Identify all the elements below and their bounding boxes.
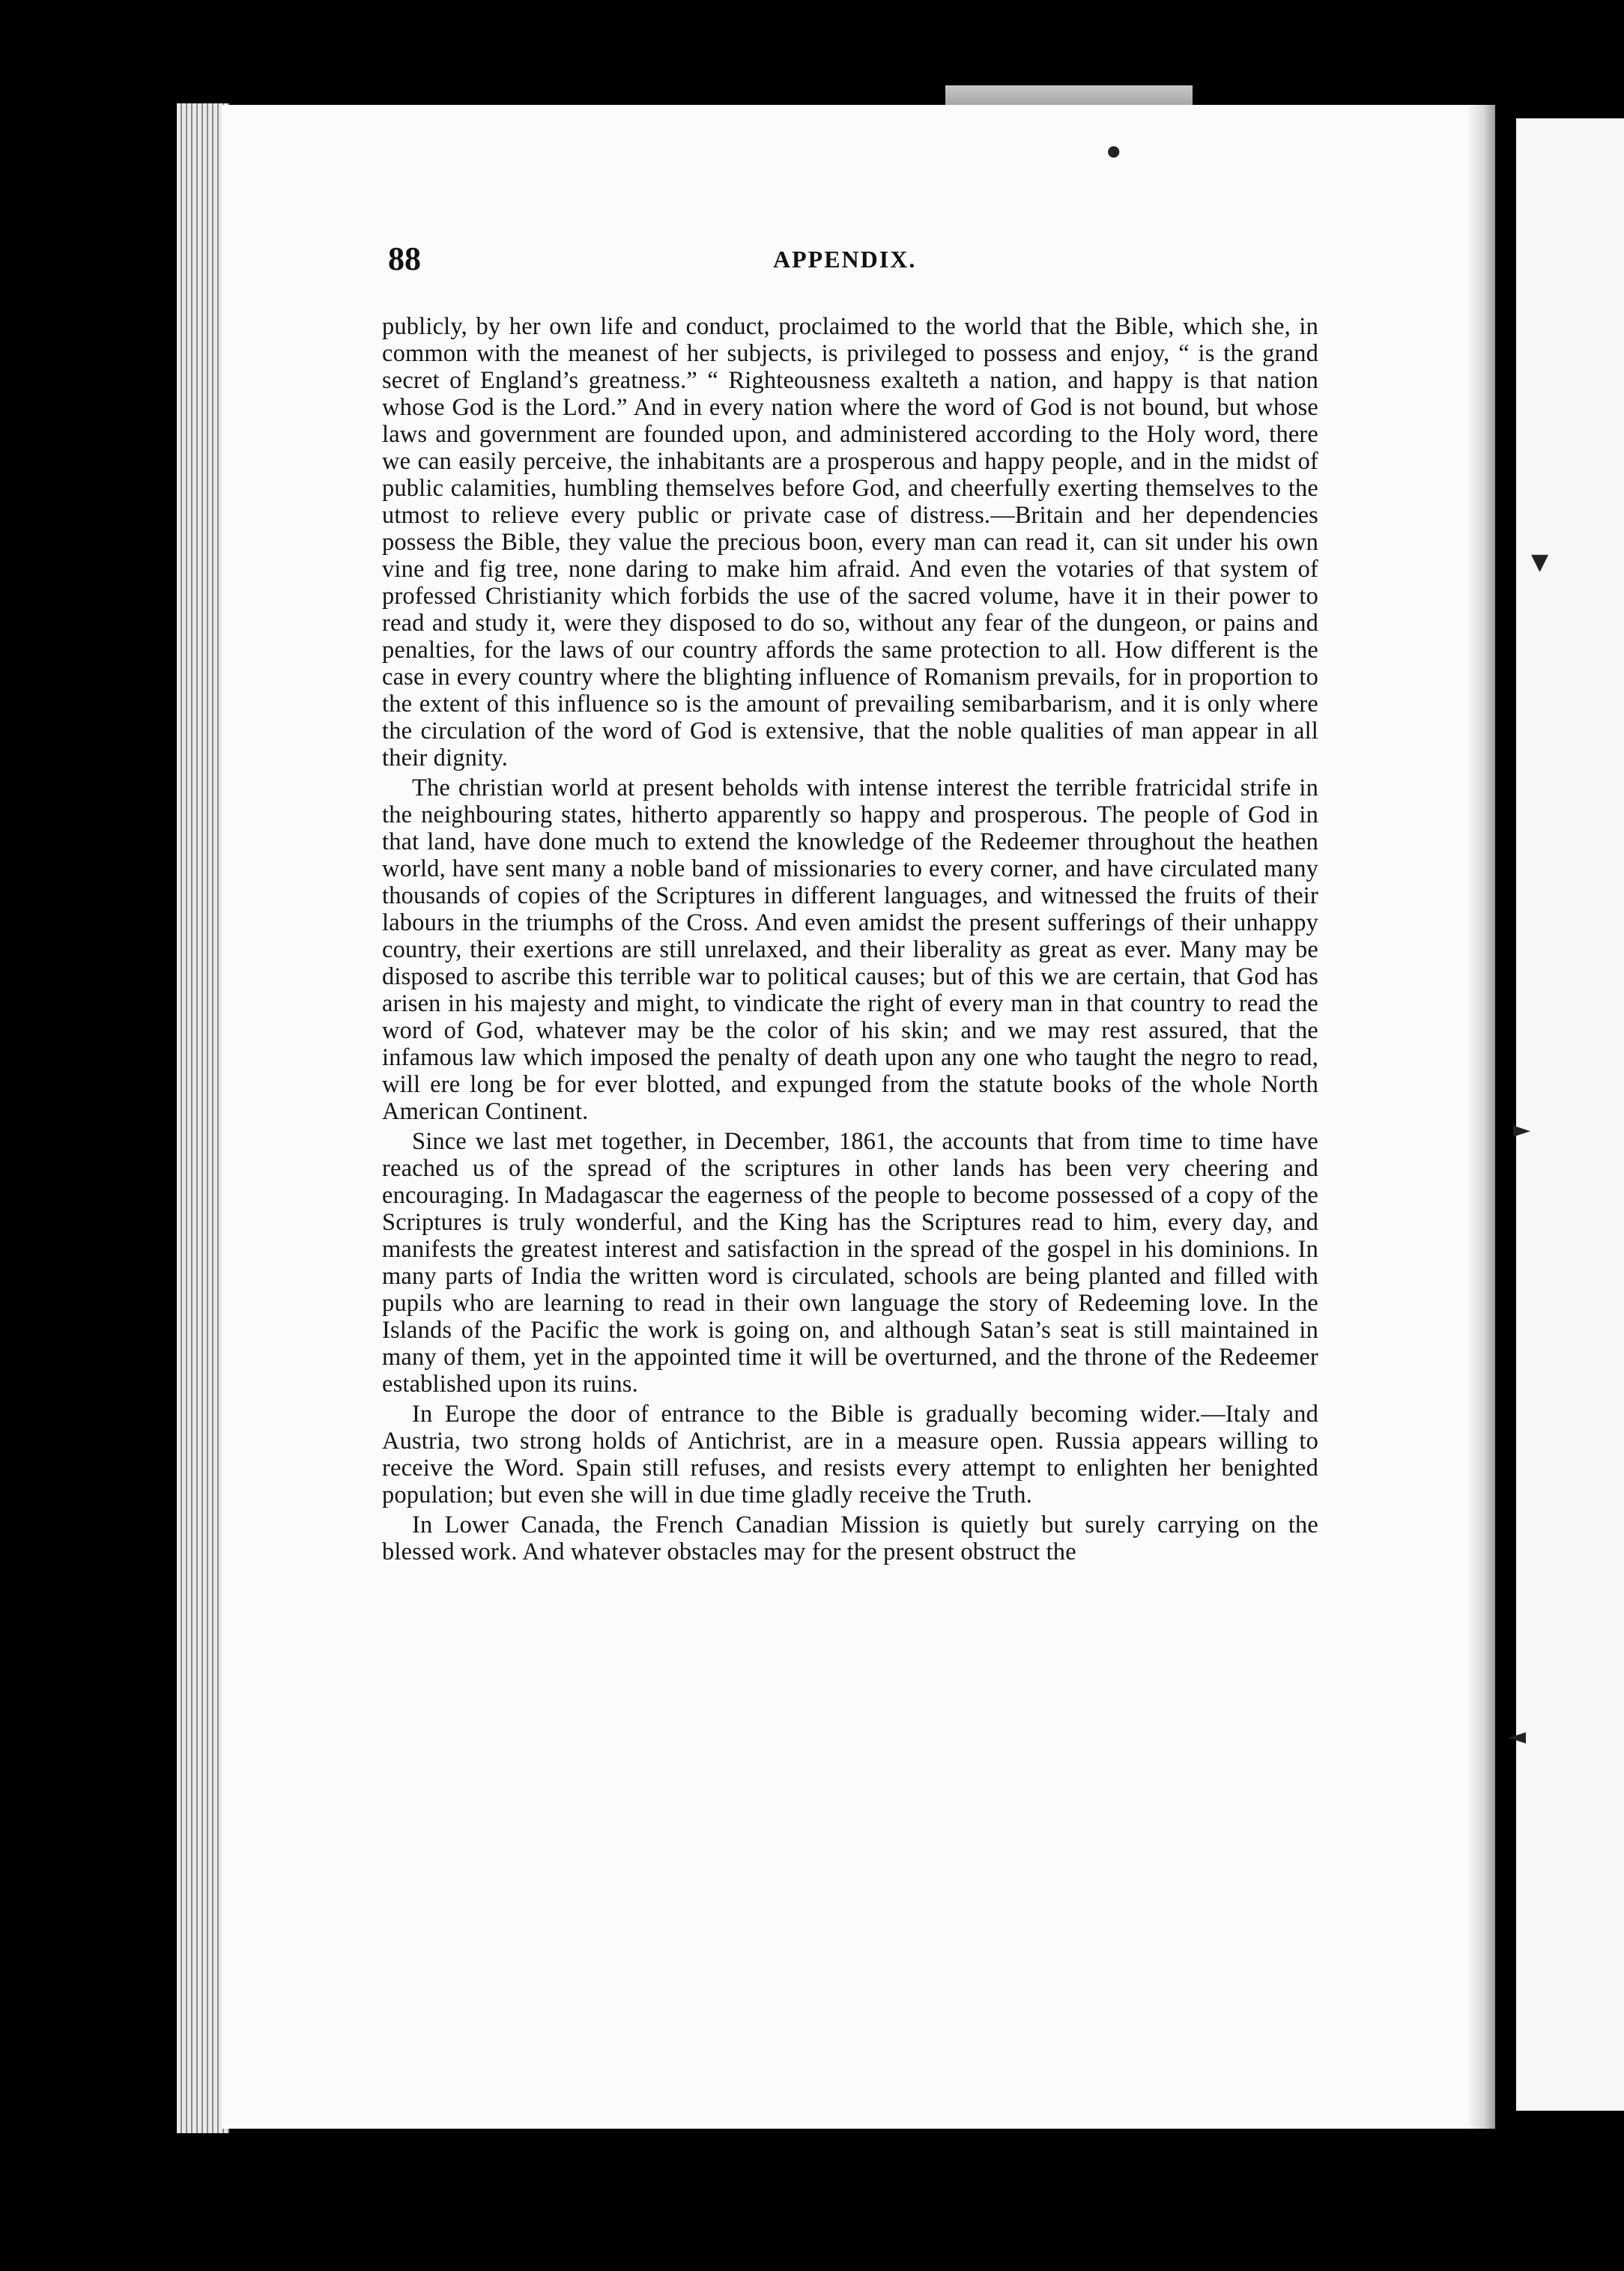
gutter-shadow (1467, 105, 1495, 2129)
margin-mark-icon: ► (1513, 1117, 1531, 1143)
paragraph: In Lower Canada, the French Canadian Mission is quietly but surely carrying on the blessed work. And whatever obstacles may for the present obstruct the (382, 1512, 1318, 1565)
paragraph: In Europe the door of entrance to the Bible is gradually becoming wider.—Italy and Austria, two strong holds of Antichrist, are in a measure open. Russia appears willing to receive the Word. Spain still refuses, and resists every attempt to enlighten her benighted population; but even she will in due time gladly receive the Truth. (382, 1401, 1318, 1509)
body-text (382, 313, 1318, 1565)
paragraph: publicly, by her own life and conduct, proclaimed to the world that the Bible, which she, in common with the meanest of her subjects, is privileged to possess and enjoy, “ is the grand secret of England’s greatness.” “ Righteousness exalteth a nation, and happy is that nation whose God is the Lord.” And in every nation where the word of God is not bound, but whose laws and government are founded upon, and administered according to the Holy word, there we can easily perceive, the inhabitants are a prosperous and happy people, and in the midst of public calamities, humbling themselves before God, and cheerfully exerting themselves to the utmost to relieve every public or private case of distress.—Britain and her dependencies possess the Bible, they value the precious boon, every man can read it, can sit under his own vine and fig tree, none daring to make him afraid. And even the votaries of that system of professed Christianity which forbids the use of the sacred volume, have it in their power to read and study it, were they disposed to do so, without any fear of the dungeon, or pains and penalties, for the laws of our country affords the same protection to all. How different is the case in every country where the blighting influence of Romanism prevails, for in proportion to the extent of this influence so is the amount of prevailing semibarbarism, and it is only where the circulation of the word of God is extensive, that the noble qualities of man appear in all their dignity. (382, 313, 1318, 771)
paragraph: Since we last met together, in December, 1861, the accounts that from time to time have reached us of the spread of the scriptures in other lands has been very cheering and encouraging. In Madagascar the eagerness of the people to become possessed of a copy of the Scriptures is truly wonderful, and the King has the Scriptures read to him, every day, and manifests the greatest interest and satisfaction in the spread of the gospel in his dominions. In many parts of India the written word is circulated, schools are being planted and filled with pupils who are learning to read in their own language the story of Redeeming love. In the Islands of the Pacific the work is going on, and although Satan’s seat is still maintained in many of them, yet in the appointed time it will be overturned, and the throne of the Redeemer established upon its ruins. (382, 1128, 1318, 1398)
margin-mark-icon: ◄ (1509, 1723, 1527, 1750)
facing-page-edge (1516, 118, 1624, 2111)
paragraph: The christian world at present beholds with intense interest the terrible fratricidal strife in the neighbouring states, hitherto apparently so happy and prosperous. The people of God in that land, have done much to extend the knowledge of the Redeemer throughout the heathen world, have sent many a noble band of missionaries to every corner, and have circulated many thousands of copies of the Scriptures in different languages, and witnessed the fruits of their labours in the triumphs of the Cross. And even amidst the present sufferings of their unhappy country, their exertions are still unrelaxed, and their liberality as great as ever. Many may be disposed to ascribe this terrible war to political causes; but of this we are certain, that God has arisen in his majesty and might, to vindicate the right of every man in that country to read the word of God, whatever may be the color of his skin; and we may rest assured, that the infamous law which imposed the penalty of death upon any one who taught the negro to read, will ere long be for ever blotted, and expunged from the statute books of the whole North American Continent. (382, 774, 1318, 1125)
page-header (388, 240, 1317, 285)
margin-mark-icon: ▼ (1531, 549, 1549, 575)
dot-mark-icon: ● (1107, 142, 1121, 160)
page-number: 88 (388, 240, 421, 277)
running-head: APPENDIX. (773, 246, 917, 273)
